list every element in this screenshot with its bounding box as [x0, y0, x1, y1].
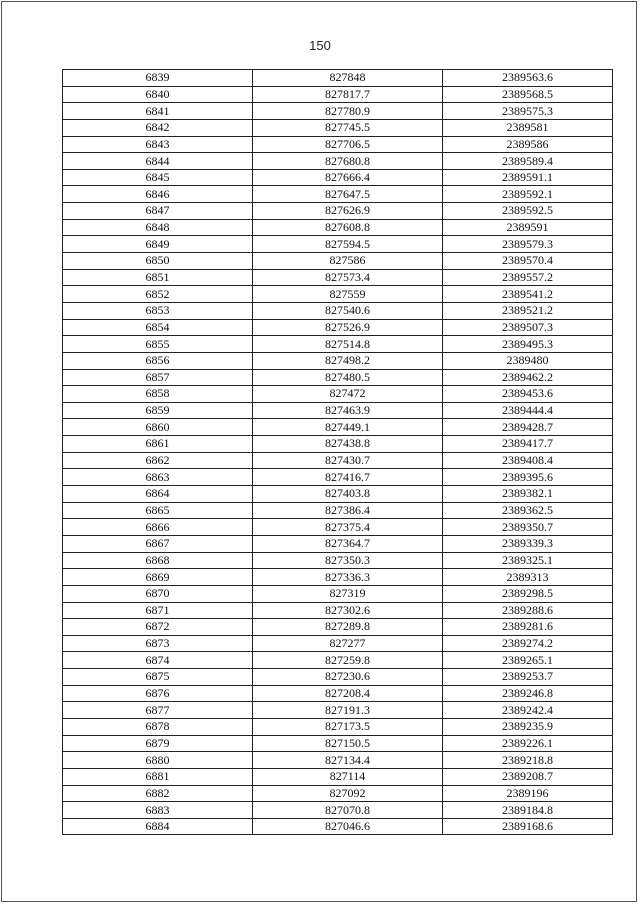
- point-number-cell: 6877: [63, 702, 253, 719]
- y-coordinate-cell: 2389242.4: [443, 702, 613, 719]
- y-coordinate-cell: 2389541.2: [443, 286, 613, 303]
- table-row: [63, 652, 613, 669]
- table-row: [63, 452, 613, 469]
- point-number-cell: 6873: [63, 635, 253, 652]
- point-number-cell: 6859: [63, 402, 253, 419]
- y-coordinate-cell: 2389382.1: [443, 486, 613, 503]
- point-number-cell: 6862: [63, 452, 253, 469]
- point-number-cell: 6867: [63, 535, 253, 552]
- y-coordinate-cell: 2389168.6: [443, 818, 613, 835]
- table-row: [63, 569, 613, 586]
- table-row: [63, 269, 613, 286]
- x-coordinate-cell: 827070.8: [253, 802, 443, 819]
- x-coordinate-cell: 827319: [253, 585, 443, 602]
- y-coordinate-cell: 2389208.7: [443, 768, 613, 785]
- table-row: [63, 702, 613, 719]
- table-row: [63, 70, 613, 87]
- y-coordinate-cell: 2389408.4: [443, 452, 613, 469]
- table-row: [63, 219, 613, 236]
- table-row: [63, 469, 613, 486]
- table-row: [63, 419, 613, 436]
- x-coordinate-cell: 827046.6: [253, 818, 443, 835]
- y-coordinate-cell: 2389586: [443, 136, 613, 153]
- point-number-cell: 6843: [63, 136, 253, 153]
- point-number-cell: 6879: [63, 735, 253, 752]
- x-coordinate-cell: 827559: [253, 286, 443, 303]
- table-row: [63, 585, 613, 602]
- x-coordinate-cell: 827472: [253, 386, 443, 403]
- table-row: [63, 619, 613, 636]
- x-coordinate-cell: 827289.8: [253, 619, 443, 636]
- x-coordinate-cell: 827259.8: [253, 652, 443, 669]
- point-number-cell: 6857: [63, 369, 253, 386]
- y-coordinate-cell: 2389453.6: [443, 386, 613, 403]
- x-coordinate-cell: 827364.7: [253, 535, 443, 552]
- point-number-cell: 6882: [63, 785, 253, 802]
- point-number-cell: 6881: [63, 768, 253, 785]
- y-coordinate-cell: 2389568.5: [443, 86, 613, 103]
- y-coordinate-cell: 2389575.3: [443, 103, 613, 120]
- y-coordinate-cell: 2389428.7: [443, 419, 613, 436]
- y-coordinate-cell: 2389579.3: [443, 236, 613, 253]
- x-coordinate-cell: 827540.6: [253, 302, 443, 319]
- table-row: [63, 336, 613, 353]
- table-row: [63, 119, 613, 136]
- point-number-cell: 6848: [63, 219, 253, 236]
- table-row: [63, 519, 613, 536]
- x-coordinate-cell: 827375.4: [253, 519, 443, 536]
- point-number-cell: 6871: [63, 602, 253, 619]
- y-coordinate-cell: 2389235.9: [443, 718, 613, 735]
- y-coordinate-cell: 2389253.7: [443, 669, 613, 686]
- point-number-cell: 6854: [63, 319, 253, 336]
- x-coordinate-cell: 827403.8: [253, 486, 443, 503]
- point-number-cell: 6847: [63, 203, 253, 220]
- table-row: [63, 768, 613, 785]
- x-coordinate-cell: 827526.9: [253, 319, 443, 336]
- page-number: 150: [309, 38, 331, 53]
- y-coordinate-cell: 2389480: [443, 352, 613, 369]
- table-row: [63, 669, 613, 686]
- table-row: [63, 486, 613, 503]
- table-row: [63, 236, 613, 253]
- y-coordinate-cell: 2389507.3: [443, 319, 613, 336]
- y-coordinate-cell: 2389591.1: [443, 169, 613, 186]
- table-row: [63, 203, 613, 220]
- x-coordinate-cell: 827302.6: [253, 602, 443, 619]
- x-coordinate-cell: 827438.8: [253, 436, 443, 453]
- table-row: [63, 602, 613, 619]
- table-row: [63, 153, 613, 170]
- table-row: [63, 186, 613, 203]
- x-coordinate-cell: 827463.9: [253, 402, 443, 419]
- point-number-cell: 6852: [63, 286, 253, 303]
- point-number-cell: 6875: [63, 669, 253, 686]
- point-number-cell: 6844: [63, 153, 253, 170]
- y-coordinate-cell: 2389589.4: [443, 153, 613, 170]
- y-coordinate-cell: 2389462.2: [443, 369, 613, 386]
- x-coordinate-cell: 827608.8: [253, 219, 443, 236]
- x-coordinate-cell: 827386.4: [253, 502, 443, 519]
- y-coordinate-cell: 2389325.1: [443, 552, 613, 569]
- x-coordinate-cell: 827150.5: [253, 735, 443, 752]
- point-number-cell: 6870: [63, 585, 253, 602]
- point-number-cell: 6865: [63, 502, 253, 519]
- table-row: [63, 386, 613, 403]
- point-number-cell: 6876: [63, 685, 253, 702]
- point-number-cell: 6853: [63, 302, 253, 319]
- x-coordinate-cell: 827848: [253, 70, 443, 87]
- x-coordinate-cell: 827092: [253, 785, 443, 802]
- x-coordinate-cell: 827498.2: [253, 352, 443, 369]
- point-number-cell: 6869: [63, 569, 253, 586]
- x-coordinate-cell: 827480.5: [253, 369, 443, 386]
- x-coordinate-cell: 827191.3: [253, 702, 443, 719]
- point-number-cell: 6856: [63, 352, 253, 369]
- x-coordinate-cell: 827430.7: [253, 452, 443, 469]
- point-number-cell: 6846: [63, 186, 253, 203]
- point-number-cell: 6855: [63, 336, 253, 353]
- y-coordinate-cell: 2389521.2: [443, 302, 613, 319]
- y-coordinate-cell: 2389570.4: [443, 253, 613, 270]
- y-coordinate-cell: 2389495.3: [443, 336, 613, 353]
- y-coordinate-cell: 2389313: [443, 569, 613, 586]
- y-coordinate-cell: 2389274.2: [443, 635, 613, 652]
- x-coordinate-cell: 827780.9: [253, 103, 443, 120]
- y-coordinate-cell: 2389218.8: [443, 752, 613, 769]
- table-row: [63, 136, 613, 153]
- y-coordinate-cell: 2389417.7: [443, 436, 613, 453]
- x-coordinate-cell: 827416.7: [253, 469, 443, 486]
- x-coordinate-cell: 827666.4: [253, 169, 443, 186]
- x-coordinate-cell: 827745.5: [253, 119, 443, 136]
- x-coordinate-cell: 827514.8: [253, 336, 443, 353]
- table-row: [63, 685, 613, 702]
- x-coordinate-cell: 827134.4: [253, 752, 443, 769]
- x-coordinate-cell: 827277: [253, 635, 443, 652]
- y-coordinate-cell: 2389265.1: [443, 652, 613, 669]
- y-coordinate-cell: 2389563.6: [443, 70, 613, 87]
- table-row: [63, 502, 613, 519]
- table-row: [63, 103, 613, 120]
- y-coordinate-cell: 2389246.8: [443, 685, 613, 702]
- y-coordinate-cell: 2389581: [443, 119, 613, 136]
- point-number-cell: 6860: [63, 419, 253, 436]
- point-number-cell: 6883: [63, 802, 253, 819]
- point-number-cell: 6868: [63, 552, 253, 569]
- x-coordinate-cell: 827573.4: [253, 269, 443, 286]
- point-number-cell: 6872: [63, 619, 253, 636]
- point-number-cell: 6878: [63, 718, 253, 735]
- x-coordinate-cell: 827114: [253, 768, 443, 785]
- table-row: [63, 535, 613, 552]
- x-coordinate-cell: 827350.3: [253, 552, 443, 569]
- table-row: [63, 436, 613, 453]
- y-coordinate-cell: 2389298.5: [443, 585, 613, 602]
- point-number-cell: 6874: [63, 652, 253, 669]
- table-row: [63, 169, 613, 186]
- table-row: [63, 253, 613, 270]
- point-number-cell: 6850: [63, 253, 253, 270]
- x-coordinate-cell: 827449.1: [253, 419, 443, 436]
- y-coordinate-cell: 2389350.7: [443, 519, 613, 536]
- x-coordinate-cell: 827817.7: [253, 86, 443, 103]
- point-number-cell: 6851: [63, 269, 253, 286]
- y-coordinate-cell: 2389226.1: [443, 735, 613, 752]
- table-row: [63, 718, 613, 735]
- point-number-cell: 6842: [63, 119, 253, 136]
- y-coordinate-cell: 2389196: [443, 785, 613, 802]
- point-number-cell: 6861: [63, 436, 253, 453]
- coordinates-table: [62, 69, 613, 835]
- x-coordinate-cell: 827680.8: [253, 153, 443, 170]
- y-coordinate-cell: 2389444.4: [443, 402, 613, 419]
- table-row: [63, 369, 613, 386]
- y-coordinate-cell: 2389281.6: [443, 619, 613, 636]
- point-number-cell: 6841: [63, 103, 253, 120]
- point-number-cell: 6849: [63, 236, 253, 253]
- x-coordinate-cell: 827230.6: [253, 669, 443, 686]
- x-coordinate-cell: 827586: [253, 253, 443, 270]
- table-row: [63, 286, 613, 303]
- x-coordinate-cell: 827336.3: [253, 569, 443, 586]
- point-number-cell: 6839: [63, 70, 253, 87]
- point-number-cell: 6880: [63, 752, 253, 769]
- y-coordinate-cell: 2389339.3: [443, 535, 613, 552]
- table-row: [63, 302, 613, 319]
- x-coordinate-cell: 827626.9: [253, 203, 443, 220]
- x-coordinate-cell: 827594.5: [253, 236, 443, 253]
- point-number-cell: 6884: [63, 818, 253, 835]
- table-row: [63, 635, 613, 652]
- coordinates-table-body: [63, 70, 613, 835]
- x-coordinate-cell: 827647.5: [253, 186, 443, 203]
- y-coordinate-cell: 2389288.6: [443, 602, 613, 619]
- table-row: [63, 402, 613, 419]
- table-row: [63, 352, 613, 369]
- table-row: [63, 552, 613, 569]
- x-coordinate-cell: 827208.4: [253, 685, 443, 702]
- table-row: [63, 86, 613, 103]
- point-number-cell: 6845: [63, 169, 253, 186]
- table-row: [63, 785, 613, 802]
- y-coordinate-cell: 2389362.5: [443, 502, 613, 519]
- y-coordinate-cell: 2389395.6: [443, 469, 613, 486]
- y-coordinate-cell: 2389592.5: [443, 203, 613, 220]
- table-row: [63, 818, 613, 835]
- x-coordinate-cell: 827706.5: [253, 136, 443, 153]
- table-row: [63, 319, 613, 336]
- y-coordinate-cell: 2389557.2: [443, 269, 613, 286]
- table-row: [63, 735, 613, 752]
- point-number-cell: 6858: [63, 386, 253, 403]
- table-row: [63, 752, 613, 769]
- table-row: [63, 802, 613, 819]
- point-number-cell: 6864: [63, 486, 253, 503]
- x-coordinate-cell: 827173.5: [253, 718, 443, 735]
- point-number-cell: 6866: [63, 519, 253, 536]
- y-coordinate-cell: 2389184.8: [443, 802, 613, 819]
- point-number-cell: 6840: [63, 86, 253, 103]
- point-number-cell: 6863: [63, 469, 253, 486]
- y-coordinate-cell: 2389591: [443, 219, 613, 236]
- y-coordinate-cell: 2389592.1: [443, 186, 613, 203]
